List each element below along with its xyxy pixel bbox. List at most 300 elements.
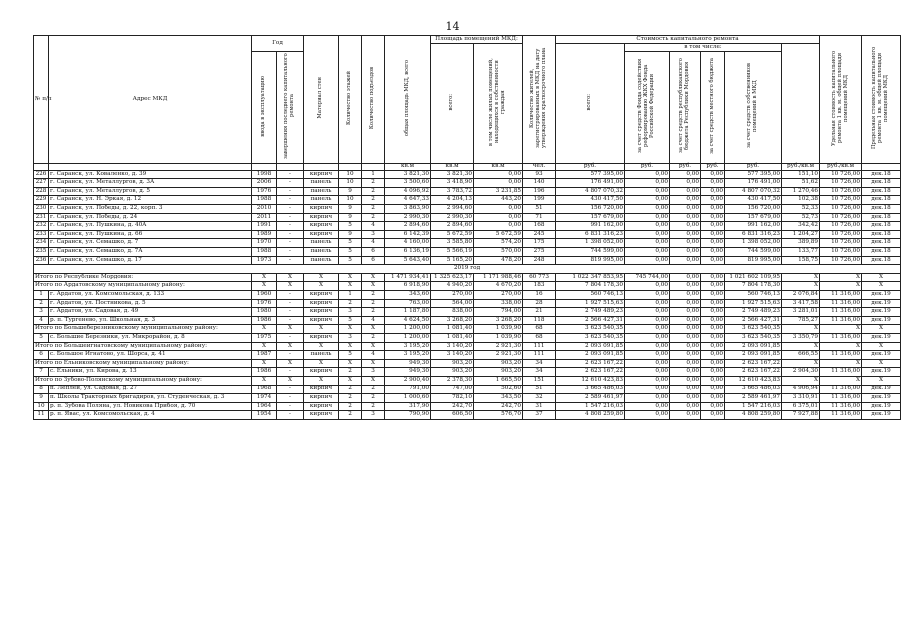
table-cell: 574,20 <box>474 239 523 248</box>
table-cell: - <box>277 411 304 420</box>
repair-plan-table <box>33 35 901 420</box>
table-cell: г. Саранск, ул. Н. Эркая, д. 12 <box>49 196 252 205</box>
unit-cell: руб. <box>670 163 701 170</box>
table-cell: 949,30 <box>385 359 431 368</box>
table-cell: 577 395,00 <box>556 170 625 179</box>
table-cell: 0,00 <box>625 402 670 411</box>
table-cell: 4 940,20 <box>431 282 474 291</box>
table-cell: 577 395,00 <box>725 170 782 179</box>
table-cell: 3 863,90 <box>385 205 431 214</box>
table-cell: 60 773 <box>523 273 556 282</box>
table-cell: 2 589 461,97 <box>725 394 782 403</box>
table-cell: X <box>782 342 820 351</box>
table-cell: 1 022 347 853,95 <box>556 273 625 282</box>
table-cell: 0,00 <box>670 196 701 205</box>
table-row <box>34 213 901 222</box>
table-cell: 11 316,00 <box>820 316 862 325</box>
table-cell: 0,00 <box>701 230 725 239</box>
table-cell: 3 623 540,35 <box>556 325 625 334</box>
table-cell: 2 093 091,85 <box>556 342 625 351</box>
table-cell: 28 <box>523 299 556 308</box>
table-cell: 0,00 <box>625 333 670 342</box>
table-cell: дек.18 <box>862 179 901 188</box>
table-cell: 158,75 <box>782 256 820 265</box>
table-row <box>34 351 901 360</box>
table-cell: - <box>277 256 304 265</box>
table-cell: 4 647,33 <box>385 196 431 205</box>
table-body <box>34 170 901 419</box>
table-cell: 3 500,60 <box>385 179 431 188</box>
table-cell: г. Ардатов, ул. Постникова, д. 5 <box>49 299 252 308</box>
table-cell: 140 <box>523 179 556 188</box>
table-cell: 0,00 <box>625 299 670 308</box>
table-cell: 1 <box>34 291 49 300</box>
table-cell: 2019 год <box>34 265 901 274</box>
table-cell: 0,00 <box>670 256 701 265</box>
table-cell: 71 <box>523 213 556 222</box>
header-registered: Количество жителей, зарегистрированных в МКД на дату утверждения краткосрочного плана <box>523 36 556 164</box>
table-cell: 0,00 <box>625 411 670 420</box>
header-year: Год <box>252 36 304 52</box>
table-cell: 1 927 515,63 <box>556 299 625 308</box>
table-cell: дек.19 <box>862 385 901 394</box>
table-cell: 9 <box>339 230 362 239</box>
table-cell: 0,00 <box>670 402 701 411</box>
table-cell: дек.19 <box>862 333 901 342</box>
table-cell: 5 <box>339 351 362 360</box>
table-cell: дек.19 <box>862 316 901 325</box>
table-cell: 0,00 <box>474 222 523 231</box>
table-cell: 226 <box>34 170 49 179</box>
table-cell: 560 746,13 <box>725 291 782 300</box>
table-cell: 0,00 <box>670 316 701 325</box>
table-cell: 10 <box>339 196 362 205</box>
table-cell: панель <box>304 179 339 188</box>
table-cell: X <box>252 376 277 385</box>
table-cell: дек.18 <box>862 213 901 222</box>
header-owners: за счет средств собственников помещений в МКД <box>725 52 782 164</box>
table-cell: г. Ардатов, ул. Садовая, д. 49 <box>49 308 252 317</box>
table-cell: 10 <box>34 402 49 411</box>
table-cell: - <box>277 230 304 239</box>
table-cell: 0,00 <box>670 368 701 377</box>
table-cell: 0,00 <box>701 351 725 360</box>
table-cell: Итого по Большеигнатовскому муниципальному району: <box>34 342 252 351</box>
table-cell: 570,00 <box>474 248 523 257</box>
table-cell: 233 <box>34 230 49 239</box>
table-cell: 0,00 <box>670 291 701 300</box>
table-cell: 2 749 489,23 <box>556 308 625 317</box>
table-cell: 838,00 <box>431 308 474 317</box>
table-cell: 0,00 <box>701 308 725 317</box>
table-cell: 4 808 259,80 <box>725 411 782 420</box>
table-cell: X <box>339 376 362 385</box>
table-cell: 2 900,40 <box>385 376 431 385</box>
table-cell: 5 <box>339 256 362 265</box>
table-cell: 4 <box>362 222 385 231</box>
table-cell: 1975 <box>252 333 277 342</box>
table-cell: 343,60 <box>385 291 431 300</box>
table-cell: 0,00 <box>701 222 725 231</box>
table-cell: 133,77 <box>782 248 820 257</box>
table-cell: 819 995,00 <box>556 256 625 265</box>
table-cell: 3 665 486,03 <box>725 385 782 394</box>
table-cell: 32 <box>523 394 556 403</box>
table-cell: X <box>820 282 862 291</box>
table-cell: 1 039,90 <box>474 333 523 342</box>
table-cell: дек.18 <box>862 256 901 265</box>
table-cell: 819 995,00 <box>725 256 782 265</box>
table-cell: 0,00 <box>625 179 670 188</box>
table-cell: 2 <box>339 299 362 308</box>
header-entrances: Количество подъездов <box>362 36 385 164</box>
table-cell: 10 726,00 <box>820 222 862 231</box>
table-cell: 2 566 427,31 <box>556 316 625 325</box>
table-cell: 3 585,80 <box>431 239 474 248</box>
table-cell: 0,00 <box>625 213 670 222</box>
total-row <box>34 273 901 282</box>
table-cell: 68 <box>523 333 556 342</box>
table-cell: кирпич <box>304 308 339 317</box>
table-cell: 502,60 <box>474 385 523 394</box>
table-cell: 2 093 091,85 <box>725 351 782 360</box>
table-cell: 0,00 <box>625 368 670 377</box>
table-cell: 2 <box>339 368 362 377</box>
unit-cell: руб. <box>725 163 782 170</box>
table-cell: X <box>862 342 901 351</box>
table-cell: 0,00 <box>474 205 523 214</box>
table-cell: 6 <box>34 351 49 360</box>
table-cell: дек.19 <box>862 291 901 300</box>
table-cell: 1964 <box>252 402 277 411</box>
table-cell: кирпич <box>304 394 339 403</box>
table-cell: 3 350,79 <box>782 333 820 342</box>
table-cell: 1976 <box>252 187 277 196</box>
table-cell: р. п. Зубова Поляна, ул. Новикова Прибоя, д. 70 <box>49 402 252 411</box>
table-cell: 93 <box>523 170 556 179</box>
table-cell: 270,00 <box>431 291 474 300</box>
table-cell: 1 665,50 <box>474 376 523 385</box>
table-cell: 3 195,20 <box>385 351 431 360</box>
table-cell: 0,00 <box>625 394 670 403</box>
table-cell: 0,00 <box>701 316 725 325</box>
table-cell: 10 726,00 <box>820 213 862 222</box>
table-cell: 10 726,00 <box>820 187 862 196</box>
table-cell: X <box>362 282 385 291</box>
table-cell: 3 417,58 <box>782 299 820 308</box>
table-cell: 2 990,30 <box>431 213 474 222</box>
table-cell: кирпич <box>304 299 339 308</box>
table-cell: 949,30 <box>385 368 431 377</box>
table-cell: 0,00 <box>701 402 725 411</box>
table-cell: 747,00 <box>431 385 474 394</box>
table-cell: 0,00 <box>701 187 725 196</box>
table-cell: 6 <box>362 256 385 265</box>
table-cell: 0,00 <box>670 273 701 282</box>
table-cell: 4 <box>34 316 49 325</box>
page-number: 14 <box>445 20 460 33</box>
table-cell: 11 316,00 <box>820 291 862 300</box>
table-cell: 1974 <box>252 394 277 403</box>
table-cell: X <box>782 282 820 291</box>
table-cell: п. Леплей, ул. Садовая, д. 27 <box>49 385 252 394</box>
table-cell: 2 <box>362 308 385 317</box>
table-cell: дек.18 <box>862 222 901 231</box>
table-cell: X <box>277 273 304 282</box>
table-cell: - <box>277 170 304 179</box>
table-cell: 11 316,00 <box>820 333 862 342</box>
table-cell: дек.18 <box>862 239 901 248</box>
table-cell: 11 <box>34 411 49 420</box>
table-cell: 248 <box>523 256 556 265</box>
table-cell: 2 <box>362 394 385 403</box>
table-row <box>34 187 901 196</box>
unit-cell: руб./кв.м <box>782 163 820 170</box>
table-cell: X <box>782 376 820 385</box>
table-cell: г. Саранск, ул. Металлургов, д. 5 <box>49 187 252 196</box>
header-num: № п/п <box>34 36 49 164</box>
table-cell: 8 <box>34 385 49 394</box>
total-row <box>34 282 901 291</box>
table-cell: X <box>304 342 339 351</box>
table-cell: 991 162,00 <box>556 222 625 231</box>
table-cell: 245 <box>523 230 556 239</box>
table-cell: 1986 <box>252 368 277 377</box>
table-cell: Итого по Большеберезниковскому муниципальному району: <box>34 325 252 334</box>
header-cost-total: всего: <box>556 44 625 164</box>
year-row <box>34 265 901 274</box>
table-cell: 2 749 489,23 <box>725 308 782 317</box>
table-row <box>34 308 901 317</box>
table-cell: кирпич <box>304 411 339 420</box>
table-cell: 745 744,00 <box>625 273 670 282</box>
unit-cell: чел. <box>523 163 556 170</box>
table-cell: 4 807 070,32 <box>556 187 625 196</box>
table-cell: п. Школы Тракторных бригадиров, ул. Студенческая, д. 3 <box>49 394 252 403</box>
table-cell: 342,42 <box>782 222 820 231</box>
table-cell: 156 720,00 <box>725 205 782 214</box>
table-cell: 6 831 316,23 <box>725 230 782 239</box>
table-row <box>34 248 901 257</box>
table-cell: 5 <box>339 222 362 231</box>
table-cell: дек.19 <box>862 394 901 403</box>
table-cell: 0,00 <box>701 239 725 248</box>
table-row <box>34 333 901 342</box>
table-cell: X <box>782 273 820 282</box>
table-cell: Итого по Ардатовскому муниципальному району: <box>34 282 252 291</box>
table-cell: X <box>820 325 862 334</box>
table-cell: 1 171 988,46 <box>474 273 523 282</box>
table-cell: X <box>252 359 277 368</box>
table-cell: - <box>277 394 304 403</box>
table-cell: 1988 <box>252 196 277 205</box>
table-cell: 0,00 <box>625 170 670 179</box>
table-cell: 0,00 <box>670 239 701 248</box>
table-cell: 3 821,30 <box>431 170 474 179</box>
table-cell: 0,00 <box>701 299 725 308</box>
table-cell: 1980 <box>252 308 277 317</box>
table-cell: 51,62 <box>782 179 820 188</box>
unit-cell: кв.м <box>431 163 474 170</box>
table-cell: 2 <box>362 196 385 205</box>
table-cell: 5 <box>339 239 362 248</box>
table-cell: 0,00 <box>701 273 725 282</box>
table-row <box>34 394 901 403</box>
table-cell: 4 670,20 <box>474 282 523 291</box>
table-cell: 0,00 <box>701 170 725 179</box>
table-cell: 11 316,00 <box>820 308 862 317</box>
header-year-last-repair: завершения последнего капитального ремонта <box>277 52 304 164</box>
table-cell: кирпич <box>304 213 339 222</box>
table-cell: - <box>277 291 304 300</box>
table-cell: 3 140,20 <box>431 351 474 360</box>
table-cell: 10 726,00 <box>820 196 862 205</box>
table-cell: 430 417,50 <box>556 196 625 205</box>
table-cell: дек.18 <box>862 196 901 205</box>
table-cell: 31 <box>523 402 556 411</box>
table-cell: 11 316,00 <box>820 411 862 420</box>
table-cell: 0,00 <box>670 351 701 360</box>
table-cell: р. п. Явас, ул. Комсомольская, д. 4 <box>49 411 252 420</box>
table-cell: 2 904,30 <box>782 368 820 377</box>
table-cell: 5 643,40 <box>385 256 431 265</box>
table-cell: X <box>252 342 277 351</box>
table-cell: 6 142,39 <box>385 230 431 239</box>
table-cell: г. Саранск, ул. Пушкина, д. 66 <box>49 230 252 239</box>
table-cell: 0,00 <box>625 205 670 214</box>
table-cell: 1 547 216,03 <box>556 402 625 411</box>
table-cell: 2 076,84 <box>782 291 820 300</box>
table-cell: 564,00 <box>431 299 474 308</box>
table-cell: 2 894,60 <box>431 222 474 231</box>
table-cell: 1976 <box>252 299 277 308</box>
table-cell: X <box>339 325 362 334</box>
table-cell: 6 136,19 <box>385 248 431 257</box>
table-cell: - <box>277 299 304 308</box>
table-cell: 1 081,40 <box>431 325 474 334</box>
table-cell: 10 726,00 <box>820 239 862 248</box>
table-cell: 52,73 <box>782 213 820 222</box>
table-cell: 5 <box>339 316 362 325</box>
table-cell: 1 000,60 <box>385 394 431 403</box>
table-cell: 6 918,90 <box>385 282 431 291</box>
table-cell: 2 994,60 <box>431 205 474 214</box>
table-cell: 21 <box>523 308 556 317</box>
table-cell: 0,00 <box>701 385 725 394</box>
table-cell: 2 623 167,22 <box>556 359 625 368</box>
table-cell: 2 <box>362 299 385 308</box>
table-cell: 560 746,13 <box>556 291 625 300</box>
header-year-commission: ввода в эксплуатацию <box>252 52 277 164</box>
table-cell: 2010 <box>252 205 277 214</box>
table-cell: 1968 <box>252 385 277 394</box>
table-cell: 0,00 <box>670 325 701 334</box>
table-cell: 0,00 <box>625 187 670 196</box>
table-cell: 991 162,00 <box>725 222 782 231</box>
table-cell: г. Саранск, ул. Металлургов, д. 3А <box>49 179 252 188</box>
table-cell: X <box>362 376 385 385</box>
table-cell: 157 679,00 <box>556 213 625 222</box>
table-cell: 10 726,00 <box>820 205 862 214</box>
table-cell: 1991 <box>252 222 277 231</box>
table-cell: 11 316,00 <box>820 385 862 394</box>
table-cell: 11 316,00 <box>820 368 862 377</box>
table-cell: дек.18 <box>862 248 901 257</box>
table-cell: г. Саранск, ул. Семашко, д. 7А <box>49 248 252 257</box>
table-cell: 6 <box>362 248 385 257</box>
table-cell: X <box>820 273 862 282</box>
table-cell: X <box>362 273 385 282</box>
table-cell: X <box>339 342 362 351</box>
table-cell: с. Ельники, ул. Кирова, д. 13 <box>49 368 252 377</box>
table-cell: г. Саранск, ул. Семашко, д. 17 <box>49 256 252 265</box>
table-cell: г. Ардатов, ул. Комсомольская, д. 133 <box>49 291 252 300</box>
table-cell: панель <box>304 256 339 265</box>
unit-cell: руб. <box>625 163 670 170</box>
table-cell: 903,20 <box>474 359 523 368</box>
table-cell: 118 <box>523 316 556 325</box>
table-cell: 0,00 <box>701 359 725 368</box>
table-cell: 2 093 091,85 <box>725 342 782 351</box>
table-cell: 1 021 602 109,95 <box>725 273 782 282</box>
table-cell: с. Большие Березники, ул. Микрорайон, д. 8 <box>49 333 252 342</box>
table-cell: 343,50 <box>474 394 523 403</box>
table-cell: 0,00 <box>474 213 523 222</box>
table-row <box>34 239 901 248</box>
table-cell: 3 <box>362 411 385 420</box>
table-cell: 7 927,88 <box>782 411 820 420</box>
table-cell: X <box>304 325 339 334</box>
table-cell: X <box>782 359 820 368</box>
table-cell: 3 140,20 <box>431 342 474 351</box>
table-cell: 151 <box>523 376 556 385</box>
table-cell: 0,00 <box>670 222 701 231</box>
table-cell: X <box>862 325 901 334</box>
table-row <box>34 205 901 214</box>
table-cell: 10 726,00 <box>820 248 862 257</box>
table-cell: г. Саранск, ул. Победы, д. 24 <box>49 213 252 222</box>
unit-cell: руб. <box>701 163 725 170</box>
table-cell: 0,00 <box>701 376 725 385</box>
table-cell: 0,00 <box>701 333 725 342</box>
table-cell: 2 <box>362 402 385 411</box>
table-cell: 234 <box>34 239 49 248</box>
table-cell: - <box>277 402 304 411</box>
table-cell: 794,00 <box>474 308 523 317</box>
table-cell: 102,38 <box>782 196 820 205</box>
table-cell: X <box>252 282 277 291</box>
table-cell: 10 726,00 <box>820 230 862 239</box>
table-cell: 9 <box>339 205 362 214</box>
table-cell: 10 726,00 <box>820 170 862 179</box>
table-cell: 0,00 <box>670 205 701 214</box>
unit-cell: кв.м <box>385 163 431 170</box>
table-cell: дек.18 <box>862 230 901 239</box>
table-cell: X <box>820 359 862 368</box>
table-cell: 0,00 <box>474 170 523 179</box>
table-cell: кирпич <box>304 205 339 214</box>
table-cell: 11 316,00 <box>820 394 862 403</box>
table-cell: 2 623 167,22 <box>725 368 782 377</box>
table-cell: кирпич <box>304 316 339 325</box>
table-cell: X <box>339 282 362 291</box>
table-cell: 3 231,85 <box>474 187 523 196</box>
table-cell: 1987 <box>252 351 277 360</box>
table-cell: 1960 <box>252 291 277 300</box>
table-cell: 270,00 <box>474 291 523 300</box>
table-cell: X <box>862 282 901 291</box>
table-cell: 0,00 <box>701 282 725 291</box>
